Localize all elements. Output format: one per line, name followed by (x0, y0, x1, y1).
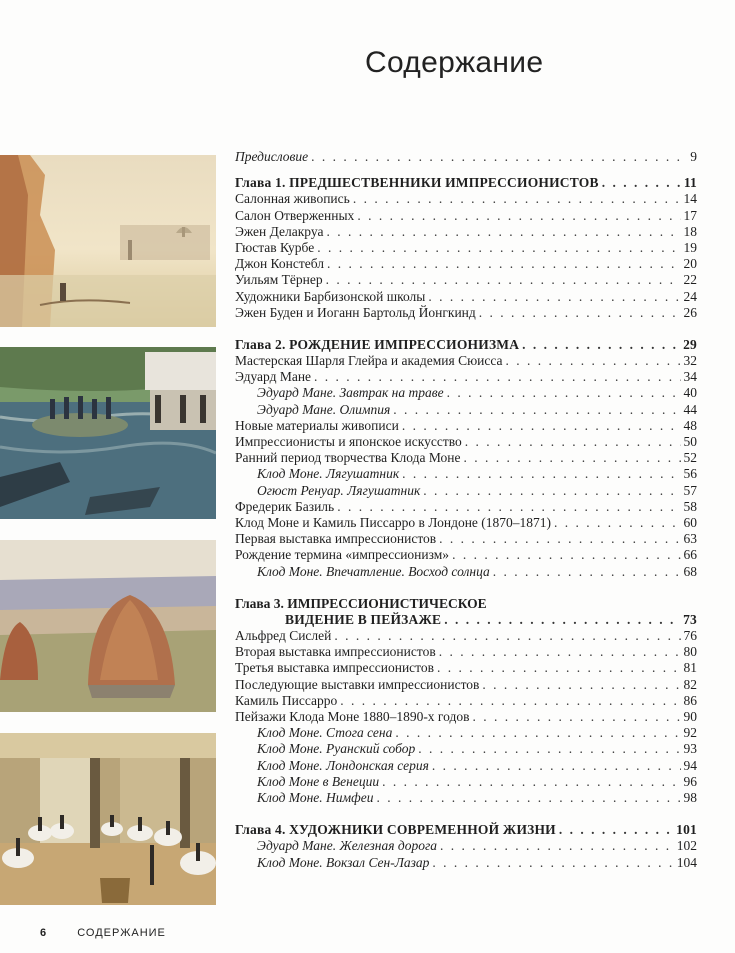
toc-entry[interactable] (235, 208, 697, 224)
toc-subentry[interactable] (235, 758, 697, 774)
toc-entry-label: Огюст Ренуар. Лягушатник (257, 482, 421, 498)
toc-page-number: 82 (683, 676, 697, 692)
toc-page-number: 20 (683, 256, 697, 272)
toc-page-number: 92 (683, 725, 697, 741)
toc-entry[interactable] (235, 709, 697, 725)
toc-entry-label: Эдуард Мане. Олимпия (257, 401, 391, 417)
toc-page-number: 50 (683, 434, 697, 449)
leader-dots (447, 385, 681, 401)
toc-page-number: 86 (683, 692, 697, 708)
toc-entry-label: Клод Моне. Нимфеи (257, 789, 374, 805)
toc-page-number: 60 (683, 514, 697, 530)
toc-page-number: 58 (683, 498, 697, 514)
leader-dots (357, 208, 680, 224)
toc-subentry[interactable] (235, 385, 697, 401)
toc-entry-label: Художники Барбизонской школы (235, 288, 426, 304)
leader-dots (311, 149, 687, 165)
toc-chapter-1[interactable] (235, 175, 697, 191)
toc-entry[interactable] (235, 693, 697, 709)
toc-chapter-4[interactable] (235, 822, 697, 838)
toc-page-number: 24 (683, 288, 697, 304)
toc-page-number: 48 (683, 417, 697, 433)
illustration-dance-class-painting (0, 733, 216, 905)
toc-page-number: 93 (683, 741, 697, 757)
leader-dots (522, 337, 680, 353)
chapter-title: Глава 2. РОЖДЕНИЕ ИМПРЕССИОНИЗМА (235, 336, 520, 352)
toc-page-number: 101 (676, 822, 697, 838)
leader-dots (340, 693, 680, 709)
leader-dots (314, 369, 680, 385)
toc-entry[interactable] (235, 499, 697, 515)
illustration-venice-painting (0, 155, 216, 327)
leader-dots (554, 515, 680, 531)
page-footer (40, 927, 166, 939)
toc-entry[interactable] (235, 628, 697, 644)
leader-dots (437, 660, 680, 676)
leader-dots (482, 677, 680, 693)
toc-entry-label: Последующие выставки импрессионистов (235, 676, 480, 692)
toc-page-number: 98 (683, 789, 697, 805)
toc-entry-label: Фредерик Базиль (235, 498, 335, 514)
leader-dots (432, 758, 681, 774)
toc-entry[interactable] (235, 256, 697, 272)
toc-entry[interactable] (235, 224, 697, 240)
toc-subentry[interactable] (235, 838, 697, 854)
toc-entry-label: Пейзажи Клода Моне 1880–1890-х годов (235, 709, 470, 724)
chapter-title: Глава 1. ПРЕДШЕСТВЕННИКИ ИМПРЕССИОНИСТОВ (235, 175, 599, 191)
leader-dots (444, 612, 680, 628)
toc-subentry[interactable] (235, 855, 697, 871)
toc-entry-label: Джон Констебл (235, 256, 325, 272)
toc-entry[interactable] (235, 289, 697, 305)
toc-page-number: 57 (683, 482, 697, 498)
leader-dots (506, 353, 681, 369)
toc-subentry[interactable] (235, 741, 697, 757)
toc-page-number: 22 (683, 272, 697, 288)
toc-entry[interactable] (235, 515, 697, 531)
leader-dots (439, 644, 681, 660)
leader-dots (493, 564, 681, 580)
toc-page-number: 14 (683, 191, 697, 207)
toc-entry[interactable] (235, 369, 697, 385)
toc-entry-label: Эжен Буден и Иоганн Бартольд Йонгкинд (235, 304, 476, 320)
toc-subentry[interactable] (235, 564, 697, 580)
toc-entry-label: Клод Моне. Вокзал Сен-Лазар (257, 854, 430, 870)
toc-entry[interactable] (235, 305, 697, 321)
toc-page-number: 44 (683, 401, 697, 417)
toc-page-number: 19 (683, 239, 697, 255)
leader-dots (432, 855, 673, 871)
toc-entry-label: Клод Моне. Лягушатник (257, 466, 400, 482)
leader-dots (465, 434, 681, 450)
leader-dots (439, 531, 680, 547)
toc-entry-label: Третья выставка импрессионистов (235, 660, 435, 676)
leader-dots (402, 418, 681, 434)
toc-subentry[interactable] (235, 466, 697, 482)
toc-page-number: 18 (683, 223, 697, 239)
toc-entry-preface[interactable] (235, 149, 697, 165)
toc-entry-label: Мастерская Шарля Глейра и академия Сюисса (235, 353, 503, 369)
toc-page-number: 34 (683, 369, 697, 385)
toc-page-number: 9 (690, 149, 697, 164)
toc-entry-label: Импрессионисты и японское искусство (235, 434, 462, 449)
toc-subentry[interactable] (235, 402, 697, 418)
leader-dots (428, 289, 680, 305)
toc-page-number: 26 (683, 304, 697, 320)
toc-entry-label: Клод Моне в Венеции (257, 773, 380, 789)
toc-page-number: 40 (683, 385, 697, 401)
leader-dots (479, 305, 681, 321)
toc-entry-label: Уильям Тёрнер (235, 272, 323, 288)
toc-chapter-2[interactable] (235, 337, 697, 353)
toc-entry[interactable] (235, 272, 697, 288)
toc-entry[interactable] (235, 531, 697, 547)
leader-dots (326, 224, 680, 240)
toc-subentry[interactable] (235, 790, 697, 806)
toc-entry-label: Камиль Писсарро (235, 692, 338, 708)
toc-entry-label: Клод Моне и Камиль Писсарро в Лондоне (1870–1871) (235, 514, 552, 530)
toc-subentry[interactable] (235, 725, 697, 741)
leader-dots (337, 499, 680, 515)
toc-entry-label: Гюстав Курбе (235, 239, 315, 255)
toc-entry-label: Эжен Делакруа (235, 223, 324, 239)
chapter-title: Глава 4. ХУДОЖНИКИ СОВРЕМЕННОЙ ЖИЗНИ (235, 822, 556, 838)
toc-page-number: 56 (683, 466, 697, 482)
leader-dots (418, 741, 680, 757)
toc-page-number: 68 (683, 563, 697, 579)
toc-page-number: 32 (683, 353, 697, 369)
toc-page-number: 104 (676, 854, 697, 870)
leader-dots (382, 774, 680, 790)
toc-page-number: 90 (683, 709, 697, 724)
toc-page-number: 63 (683, 531, 697, 547)
page-number: 6 (40, 927, 48, 939)
running-section-title: СОДЕРЖАНИЕ (77, 927, 166, 939)
leader-dots (334, 628, 680, 644)
page-title: Содержание (365, 46, 544, 79)
toc-entry-label: Клод Моне. Лондонская серия (257, 757, 429, 773)
toc-subentry[interactable] (235, 774, 697, 790)
toc-page-number: 29 (683, 336, 697, 352)
toc-entry-label: Салонная живопись (235, 191, 350, 207)
toc-entry[interactable] (235, 434, 697, 450)
toc-entry-label: Салон Отверженных (235, 207, 355, 223)
leader-dots (473, 709, 681, 725)
toc-entry-label: Ранний период творчества Клода Моне (235, 450, 461, 466)
toc-entry-label: Предисловие (235, 149, 309, 164)
chapter-title-line-2: ВИДЕНИЕ В ПЕЙЗАЖЕ (285, 611, 442, 627)
toc-page-number: 11 (683, 175, 697, 191)
toc-page-number: 102 (676, 838, 697, 854)
toc-page-number: 52 (683, 450, 697, 466)
toc-chapter-3[interactable] (235, 596, 697, 628)
toc-page-number: 66 (683, 547, 697, 563)
toc-entry[interactable] (235, 644, 697, 660)
toc-entry-label: Клод Моне. Впечатление. Восход солнца (257, 563, 490, 579)
toc-page-number: 94 (683, 757, 697, 773)
leader-dots (353, 191, 681, 207)
toc-entry-label: Первая выставка импрессионистов (235, 531, 437, 547)
toc-entry-label: Клод Моне. Стога сена (257, 725, 393, 741)
leader-dots (452, 547, 680, 563)
toc-page-number: 96 (683, 773, 697, 789)
toc-entry-label: Клод Моне. Руанский собор (257, 741, 416, 757)
chapter-title-line-1: Глава 3. ИМПРЕССИОНИСТИЧЕСКОЕ (235, 595, 487, 611)
toc-entry-label: Альфред Сислей (235, 628, 332, 644)
toc-entry[interactable] (235, 677, 697, 693)
toc-page-number: 81 (683, 660, 697, 676)
toc-page-number: 76 (683, 628, 697, 644)
toc-page-number: 73 (683, 611, 697, 627)
toc-entry[interactable] (235, 191, 697, 207)
leader-dots (463, 450, 680, 466)
leader-dots (317, 240, 680, 256)
leader-dots (423, 483, 680, 499)
toc-entry-label: Эдуард Мане (235, 369, 312, 385)
leader-dots (559, 822, 673, 838)
leader-dots (395, 725, 680, 741)
toc-entry-label: Эдуард Мане. Завтрак на траве (257, 385, 444, 401)
toc-entry-label: Рождение термина «импрессионизм» (235, 547, 450, 563)
toc-entry-label: Эдуард Мане. Железная дорога (257, 838, 437, 854)
leader-dots (393, 402, 680, 418)
toc-entry[interactable] (235, 547, 697, 563)
toc-entry[interactable] (235, 240, 697, 256)
toc-entry[interactable] (235, 450, 697, 466)
table-of-contents (235, 149, 697, 871)
illustration-grenouillere-painting (0, 347, 216, 519)
toc-entry[interactable] (235, 418, 697, 434)
toc-entry-label: Вторая выставка импрессионистов (235, 644, 436, 660)
toc-page-number: 17 (683, 207, 697, 223)
leader-dots (602, 175, 681, 191)
leader-dots (440, 838, 674, 854)
leader-dots (326, 272, 681, 288)
leader-dots (402, 466, 680, 482)
toc-entry[interactable] (235, 660, 697, 676)
toc-entry[interactable] (235, 353, 697, 369)
toc-entry-label: Новые материалы живописи (235, 417, 399, 433)
toc-subentry[interactable] (235, 483, 697, 499)
leader-dots (376, 790, 680, 806)
illustration-haystacks-painting (0, 540, 216, 712)
toc-page-number: 80 (683, 644, 697, 660)
leader-dots (327, 256, 680, 272)
